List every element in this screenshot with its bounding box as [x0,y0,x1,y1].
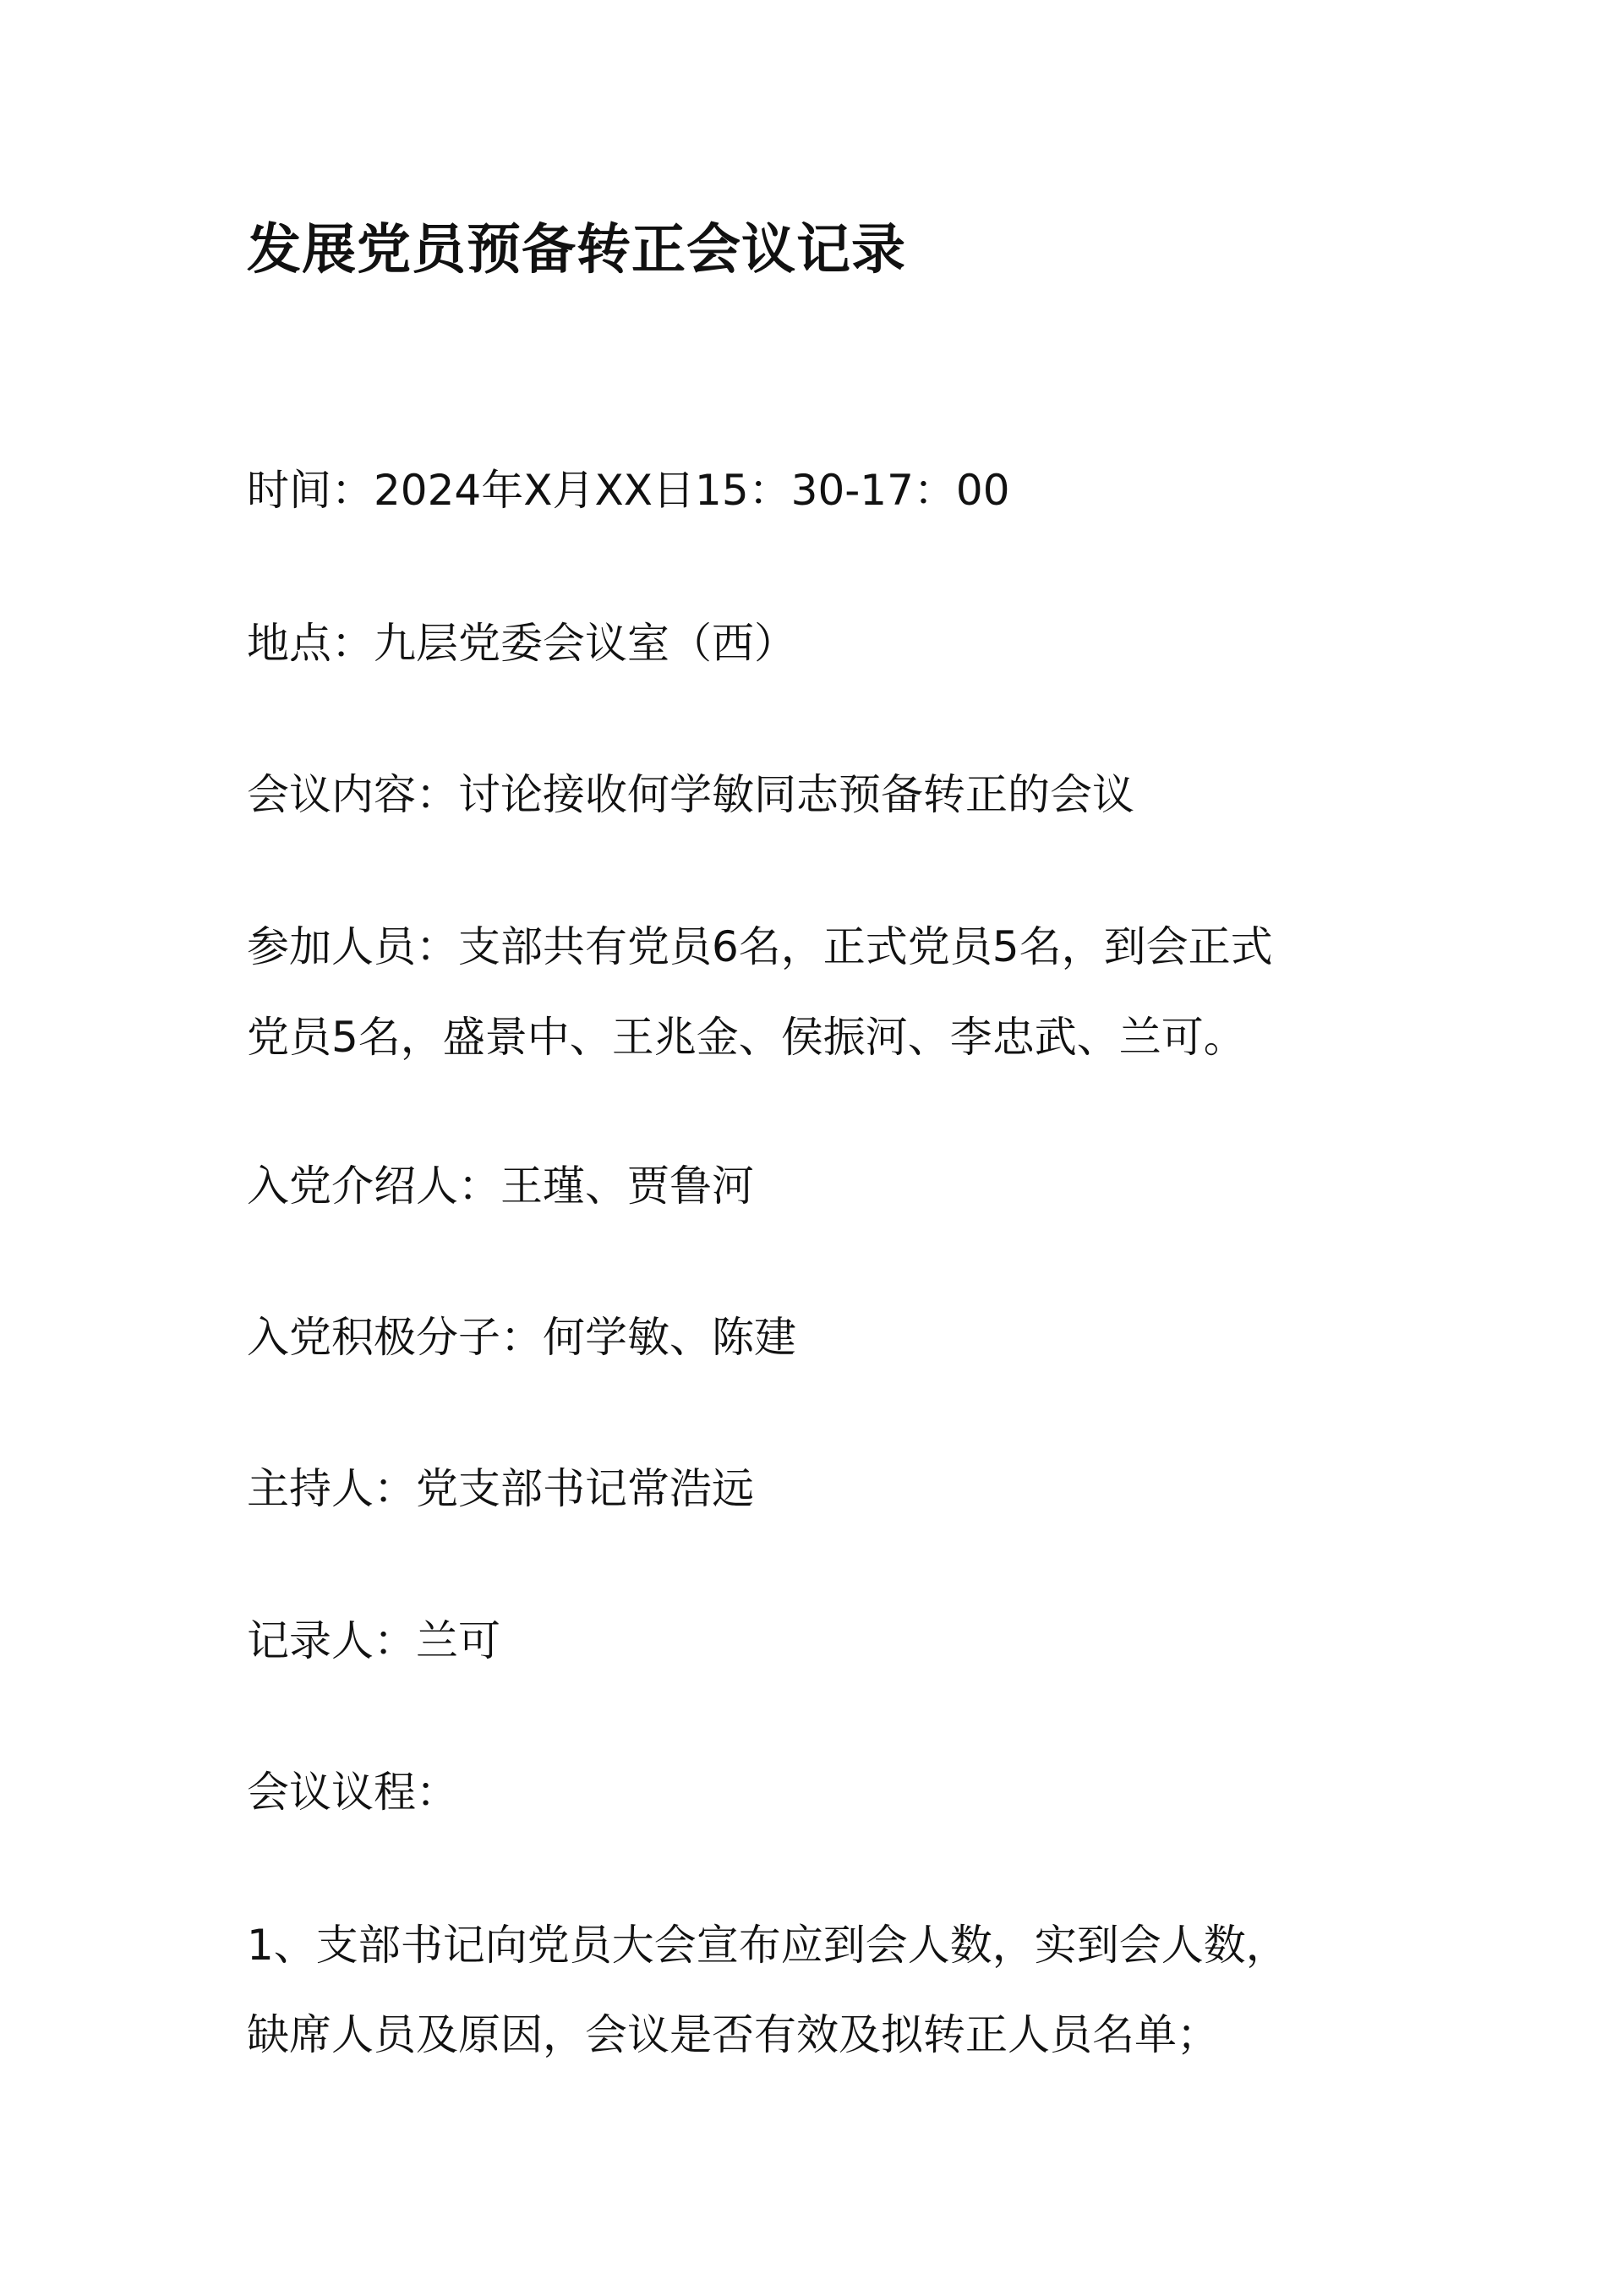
recorder: 记录人：兰可 [247,1616,500,1665]
meeting-location: 地点：九层党委会议室（西） [247,619,796,668]
agenda-heading: 会议议程： [247,1768,458,1817]
document-title: 发展党员预备转正会议记录 [247,219,906,282]
meeting-time: 时间：2024年X月XX日15：30-17：00 [247,466,1010,515]
activists: 入党积极分子：何学敏、陈建 [247,1313,796,1362]
meeting-content: 会议内容：讨论接收何学敏同志预备转正的会议 [247,770,1134,819]
attendees-line-2: 党员5名，盛景中、王兆金、侯振河、李忠武、兰可。 [247,1013,1246,1062]
host: 主持人：党支部书记常浩远 [247,1464,754,1513]
agenda-item-1-line-1: 1、支部书记向党员大会宣布应到会人数，实到会人数， [247,1921,1288,1970]
agenda-item-1-line-2: 缺席人员及原因，会议是否有效及拟转正人员名单； [247,2010,1219,2059]
attendees-line-1: 参加人员：支部共有党员6名，正式党员5名，到会正式 [247,922,1273,971]
introducers: 入党介绍人：王瑾、贾鲁河 [247,1162,754,1211]
